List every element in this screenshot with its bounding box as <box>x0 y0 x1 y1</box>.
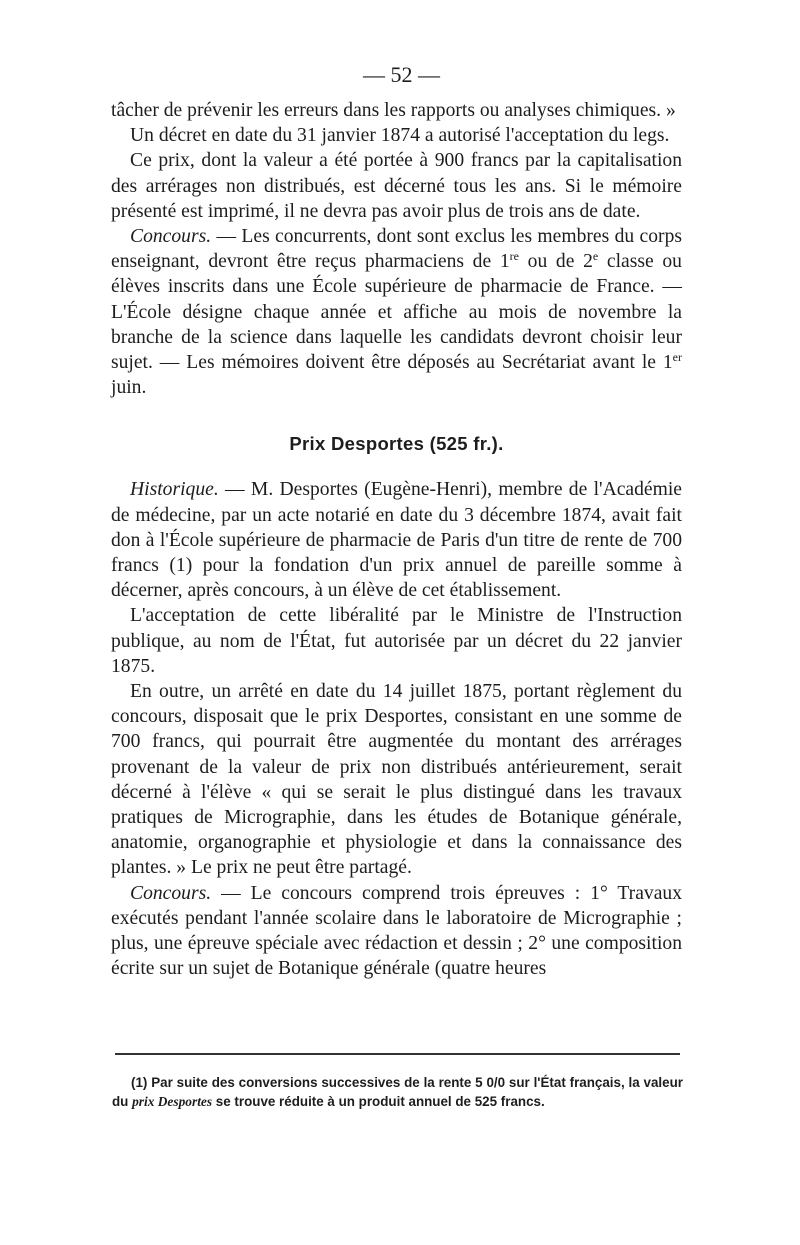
concours-text-2: — Le concours comprend trois épreuves : 1° Travaux exécutés pendant l'année scolaire dans le laboratoire de Micrographie ; plus, une épreuve spéciale avec rédaction et dessin ; 2° une composition écrite sur un sujet de Botanique générale (quatre heures <box>111 882 682 980</box>
desportes-text <box>111 477 682 981</box>
concours-text-c: classe ou élèves inscrits dans une École supérieure de pharmacie de France. — L'École désigne chaque année et affiche au mois de novembre la branche de la science dans laquelle les candidats devront choisir leur sujet. — Les mémoires doivent être déposés au Secrétariat avant le 1 <box>111 251 682 374</box>
footnote-text-b: se trouve réduite à un produit annuel de 525 francs. <box>212 1094 545 1109</box>
intro-paragraph-4 <box>111 224 682 400</box>
concours-text-b: ou de 2 <box>518 251 593 273</box>
historique-paragraph <box>111 477 682 603</box>
superscript-re: re <box>509 249 519 264</box>
concours-label-2: Concours. <box>130 882 212 904</box>
footnote <box>112 1073 683 1111</box>
superscript-e: e <box>592 249 599 264</box>
intro-paragraph-1: tâcher de prévenir les erreurs dans les rapports ou analyses chimiques. » <box>111 100 676 121</box>
page-number: — 52 — <box>363 62 440 87</box>
concours-paragraph <box>111 881 682 982</box>
page-body <box>111 60 682 982</box>
concours-text-d: juin. <box>111 377 147 399</box>
concours-text-a: — Les concurrents, dont sont exclus les membres du corps enseignant, devront être reçus pharmaciens de 1 <box>111 226 682 273</box>
intro-paragraph-2: Un décret en date du 31 janvier 1874 a autorisé l'acceptation du legs. <box>130 125 670 147</box>
historique-label: Historique. <box>130 479 219 501</box>
historique-text: — M. Desportes (Eugène-Henri), membre de l'Académie de médecine, par un acte notarié en date du 3 décembre 1874, avait fait don à l'École supérieure de pharmacie de Paris d'un titre de rente de 700 francs (1) pour la fondation d'un prix annuel de pareille somme à décerner, après concours, à un élève de cet établissement. <box>111 479 682 602</box>
acceptation-paragraph: L'acceptation de cette libéralité par le Ministre de l'Instruction publique, au nom de l'État, fut autorisée par un décret du 22 janvier 1875. <box>111 605 682 677</box>
intro-text <box>111 98 682 400</box>
intro-paragraph-3: Ce prix, dont la valeur a été portée à 900 francs par la capitalisation des arrérages non distribués, est décerné tous les ans. Si le mémoire présenté est imprimé, il ne devra pas avoir plus de trois ans de date. <box>111 150 682 222</box>
footnote-italic: prix Desportes <box>132 1094 213 1109</box>
concours-label: Concours. <box>130 226 212 248</box>
superscript-er: er <box>672 350 682 365</box>
section-title: Prix Desportes (525 fr.). <box>289 433 504 455</box>
footnote-text-a: (1) Par suite des conversions successives de la rente 5 0/0 sur l'État français, la valeur du <box>112 1075 683 1109</box>
arrete-paragraph: En outre, un arrêté en date du 14 juillet 1875, portant règlement du concours, disposait que le prix Desportes, consistant en une somme de 700 francs, qui pourrait être augmentée du montant des arrérages provenant de la valeur de prix non distribués antérieurement, serait décerné à l'élève « qui se serait le plus distingué dans les travaux pratiques de Micrographie, dans les études de Botanique générale, anatomie, organographie et physiologie et dans la connaissance des plantes. » Le prix ne peut être partagé. <box>111 681 682 879</box>
footnote-divider <box>115 1053 680 1055</box>
